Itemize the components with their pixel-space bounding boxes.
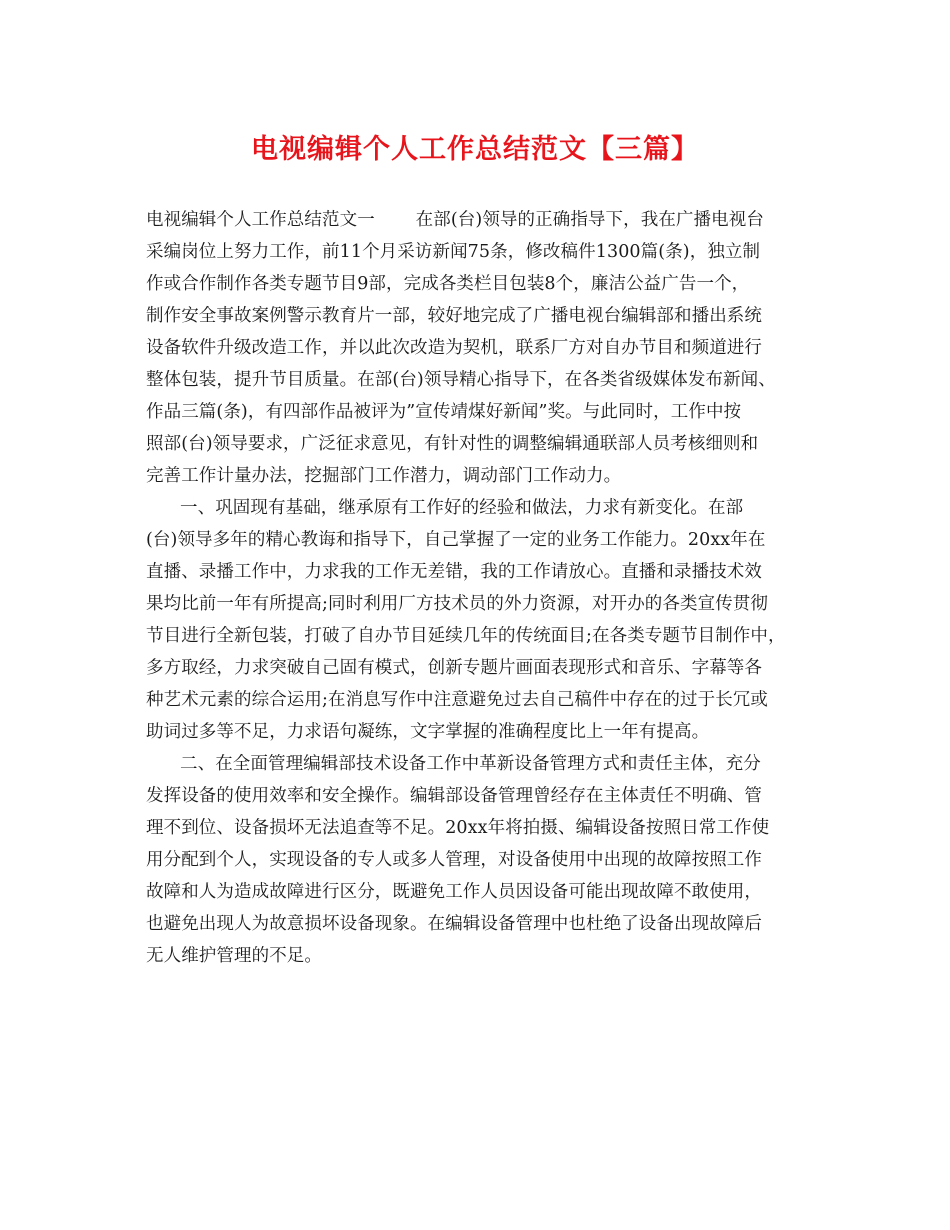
text-line: 无人维护管理的不足。 bbox=[146, 946, 322, 966]
text-line: 作品三篇(条)，有四部作品被评为”宣传靖煤好新闻”奖。与此同时，工作中按 bbox=[146, 402, 742, 422]
text-line: 节目进行全新包装，打破了自办节目延续几年的传统面目;在各类专题节目制作中， bbox=[146, 626, 786, 646]
text-line: 设备软件升级改造工作，并以此次改造为契机，联系厂方对自办节目和频道进行 bbox=[146, 338, 762, 358]
document-body bbox=[146, 204, 818, 972]
text-line: 整体包装，提升节目质量。在部(台)领导精心指导下，在各类省级媒体发布新闻、 bbox=[146, 370, 776, 390]
text-line: 果均比前一年有所提高;同时利用厂方技术员的外力资源，对开办的各类宣传贯彻 bbox=[146, 594, 768, 614]
text-line: 直播、录播工作中，力求我的工作无差错，我的工作请放心。直播和录播技术效 bbox=[146, 562, 762, 582]
document-title: 电视编辑个人工作总结范文【三篇】 bbox=[251, 134, 699, 165]
text-line: 完善工作计量办法，挖掘部门工作潜力，调动部门工作动力。 bbox=[146, 466, 622, 486]
text-line: 二、在全面管理编辑部技术设备工作中革新设备管理方式和责任主体，充分 bbox=[180, 754, 761, 774]
text-line: 制作安全事故案例警示教育片一部，较好地完成了广播电视台编辑部和播出系统 bbox=[146, 306, 762, 326]
text-line: 多方取经，力求突破自己固有模式，创新专题片画面表现形式和音乐、字幕等各 bbox=[146, 658, 762, 678]
text-line: 作或合作制作各类专题节目9部，完成各类栏目包装8个，廉洁公益广告一个， bbox=[146, 274, 750, 294]
text-line: 照部(台)领导要求，广泛征求意见，有针对性的调整编辑通联部人员考核细则和 bbox=[146, 434, 759, 454]
text-line: 故障和人为造成故障进行区分，既避免工作人员因设备可能出现故障不敢使用， bbox=[146, 882, 762, 902]
text-line: 理不到位、设备损坏无法追查等不足。20xx年将拍摄、编辑设备按照日常工作使 bbox=[146, 818, 770, 838]
text-line: 用分配到个人，实现设备的专人或多人管理，对设备使用中出现的故障按照工作 bbox=[146, 850, 762, 870]
text-line: 电视编辑个人工作总结范文一 在部(台)领导的正确指导下，我在广播电视台 bbox=[146, 210, 764, 230]
text-line: 采编岗位上努力工作，前11个月采访新闻75条，修改稿件1300篇(条)，独立制 bbox=[146, 242, 761, 262]
text-line: 发挥设备的使用效率和安全操作。编辑部设备管理曾经存在主体责任不明确、管 bbox=[146, 786, 762, 806]
text-line: 也避免出现人为故意损坏设备现象。在编辑设备管理中也杜绝了设备出现故障后 bbox=[146, 914, 762, 934]
text-line: (台)领导多年的精心教诲和指导下，自己掌握了一定的业务工作能力。20xx年在 bbox=[146, 530, 766, 550]
text-line: 种艺术元素的综合运用;在消息写作中注意避免过去自己稿件中存在的过于长冗或 bbox=[146, 690, 768, 710]
text-line: 助词过多等不足，力求语句凝练，文字掌握的准确程度比上一年有提高。 bbox=[146, 722, 710, 742]
text-line: 一、巩固现有基础，继承原有工作好的经验和做法，力求有新变化。在部 bbox=[180, 498, 744, 518]
